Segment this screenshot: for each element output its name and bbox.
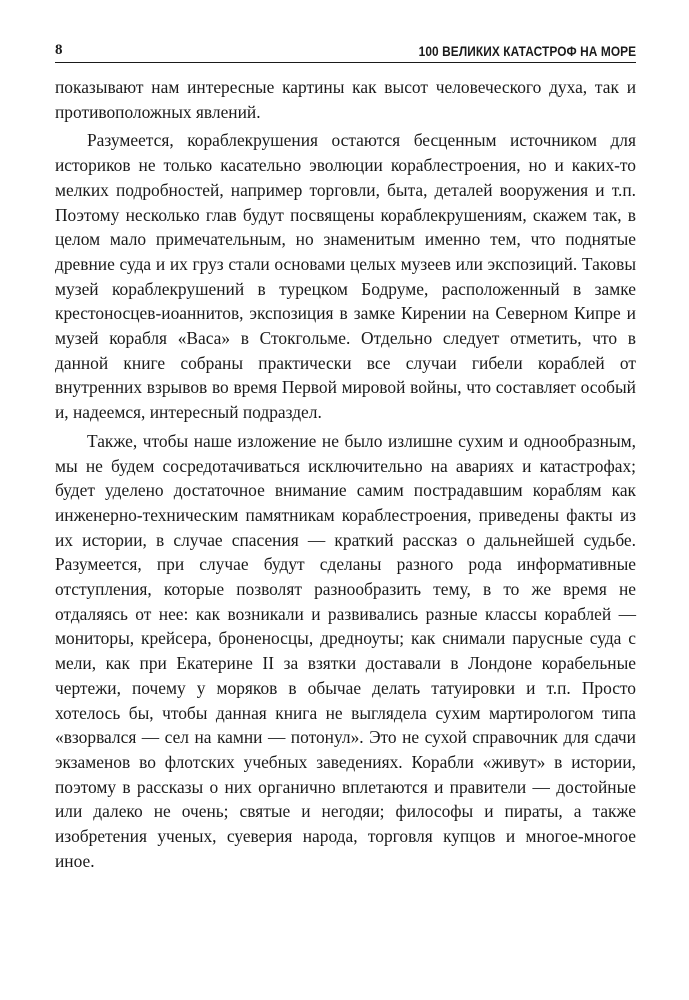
paragraph-continuation: показывают нам интересные картины как высот человеческого духа, так и противоположных явлений.	[55, 77, 636, 122]
page-number: 8	[55, 42, 63, 58]
running-header	[55, 42, 636, 63]
body-text	[55, 75, 636, 874]
running-title: 100 ВЕЛИКИХ КАТАСТРОФ НА МОРЕ	[418, 44, 636, 59]
paragraph-shipwrecks-sources: Разумеется, кораблекрушения остаются бесценным источником для историков не только касательно эволюции кораблестроения, но и каких-то мелких подробностей, например торговли, быта, деталей вооружения и т.п. Поэтому несколько глав будут посвящены кораблекрушениям, скажем так, в целом мало примечательным, но знаменитым именно тем, что поднятые древние суда и их груз стали основами целых музеев или экспозиций. Таковы музей кораблекрушений в турецком Бодруме, расположенный в замке крестоносцев-иоаннитов, экспозиция в замке Кирении на Северном Кипре и музей корабля «Васа» в Стокгольме. Отдельно следует отметить, что в данной книге собраны практически все случаи гибели кораблей от внутренних взрывов во время Первой мировой войны, что составляет особый и, надеемся, интересный подраздел.	[55, 130, 636, 423]
paragraph-narrative-scope: Также, чтобы наше изложение не было излишне сухим и однообразным, мы не будем сосредотачиваться исключительно на авариях и катастрофах; будет уделено достаточное внимание самим пострадавшим кораблям как инженерно-техническим памятникам кораблестроения, приведены факты из их истории, в случае спасения — краткий рассказ о дальнейшей судьбе. Разумеется, при случае будут сделаны разного рода информативные отступления, которые позволят разнообразить тему, в то же время не отдаляясь от нее: как возникали и развивались разные классы кораблей — мониторы, крейсера, броненосцы, дредноуты; как снимали парусные суда с мели, как при Екатерине II за взятки доставали в Лондоне корабельные чертежи, почему у моряков в обычае делать татуировки и т.п. Просто хотелось бы, чтобы данная книга не выглядела сухим мартирологом типа «взорвался — сел на камни — потонул». Это не сухой справочник для сдачи экзаменов во флотских учебных заведениях. Корабли «живут» в истории, поэтому в рассказы о них органично вплетаются и правители — достойные или далеко не очень; святые и негодяи; философы и пираты, а также изобретения ученых, суеверия народа, торговля купцов и многое-многое иное.	[55, 430, 636, 871]
book-page	[55, 42, 636, 874]
